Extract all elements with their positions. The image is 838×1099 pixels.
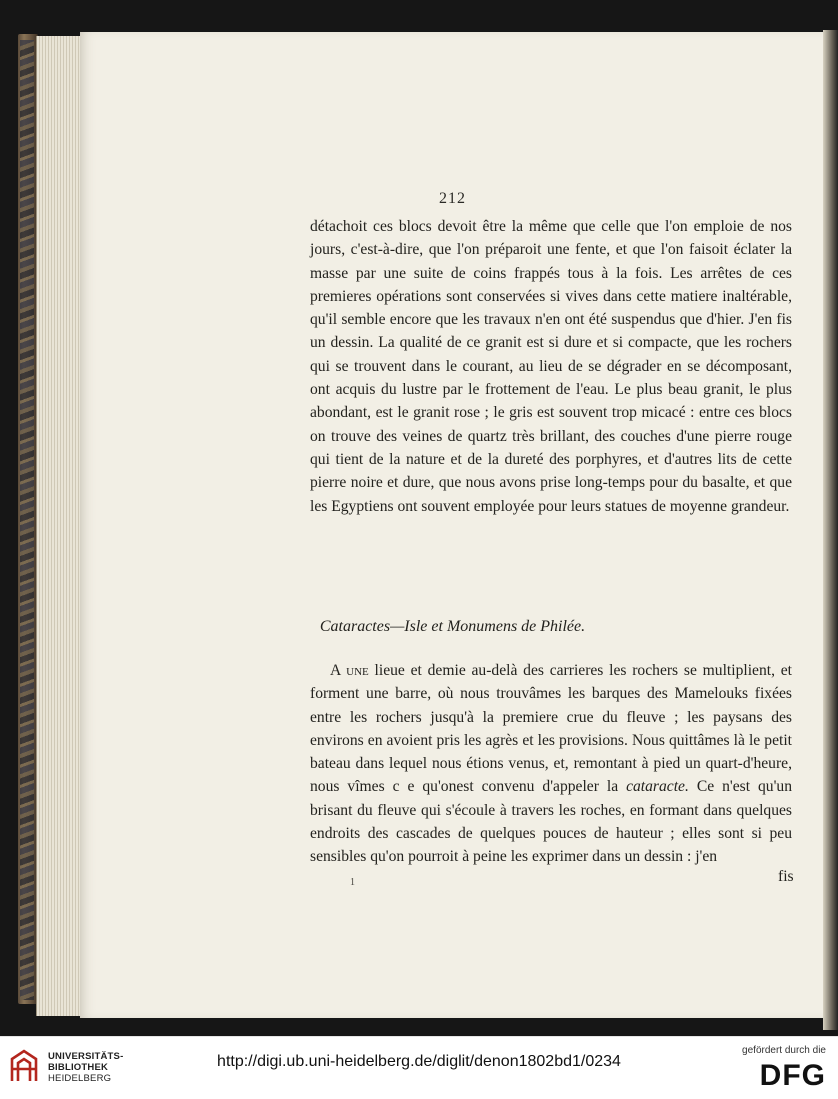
paragraph-1-text: détachoit ces blocs devoit être la même que celle que l'on emploie de nos jours, c'est-à-dire, que l'on préparoit une fente, et que l'on faisoit éclater la masse par une suite de coins frappés tous à la fois. Les arrêtes de ces premieres opérations sont conservées si vives dans cette matiere inaltérable, qu'il semble encore que les travaux n'en ont été suspendus que d'hier. J'en fis un dessin. La qualité de ce granit est si dure et si compacte, que les rochers qui se trouvent dans le courant, au lieu de se dégrader en se décomposant, ont acquis du lustre par le frottement de l'eau. Le plus beau granit, le plus abondant, est le granit rose ; le gris est souvent trop micacé : entre ces blocs on trouve des veines de quartz très brillant, des couches d'une pierre rouge qui tient de la nature et de la dureté des porphyres, et d'autres lits de cette pierre noire et dure, que nous avons prise long-temps pour du basalte, et que les Egyptiens ont souvent employée pour leurs statues de moyenne grandeur. <box>310 218 792 515</box>
logo-line-3: HEIDELBERG <box>48 1073 112 1084</box>
marbled-edge <box>20 40 34 1000</box>
paragraph-2-part1: lieue et demie au-delà des carrieres les rochers se multiplient, et forment une barre, où nous trouvâmes les barques des Mamelouks fixées entre les rochers jusqu'à la premiere crue du fleuve ; les paysans des environs en avoient pris les agrès et les provisions. Nous quittâmes là le petit bateau dans lequel nous étions venus, et, remontant à pied un quart-d'heure, nous vîmes c e qu'onest convenu d'appeler la <box>310 662 793 796</box>
page-right-edge <box>823 30 838 1030</box>
signature-mark: 1 <box>350 877 355 888</box>
document-url[interactable]: http://digi.ub.uni-heidelberg.de/diglit/denon1802bd1/0234 <box>217 1053 621 1070</box>
section-heading: Cataractes—Isle et Monumens de Philée. <box>319 618 586 635</box>
page-number: 212 <box>439 190 466 207</box>
dfg-caption: gefördert durch die <box>742 1045 826 1056</box>
paragraph-2 <box>310 659 792 869</box>
footer-bar <box>0 1036 838 1099</box>
paragraph-2-italic: cataracte. <box>626 778 689 796</box>
paragraph-2-text <box>310 659 792 869</box>
book-page <box>80 32 825 1018</box>
page-stack <box>36 36 85 1016</box>
dfg-logo[interactable]: DFG <box>759 1059 826 1092</box>
paragraph-2-part2: Ce n'est qu'un brisant du fleuve qui s'écoule à travers les roches, en formant dans quelques endroits des cascades de quelques pouces de hauteur ; elles sont si peu sensibles qu'on pourroit à peine les exprimer dans un dessin : j'en <box>310 778 792 866</box>
paragraph-2-lead: A une <box>330 662 369 679</box>
logo-line-2: BIBLIOTHEK <box>48 1062 109 1073</box>
paragraph-1 <box>310 215 792 518</box>
catchword: fis <box>778 868 794 885</box>
logo-line-1: UNIVERSITÄTS- <box>48 1051 124 1062</box>
